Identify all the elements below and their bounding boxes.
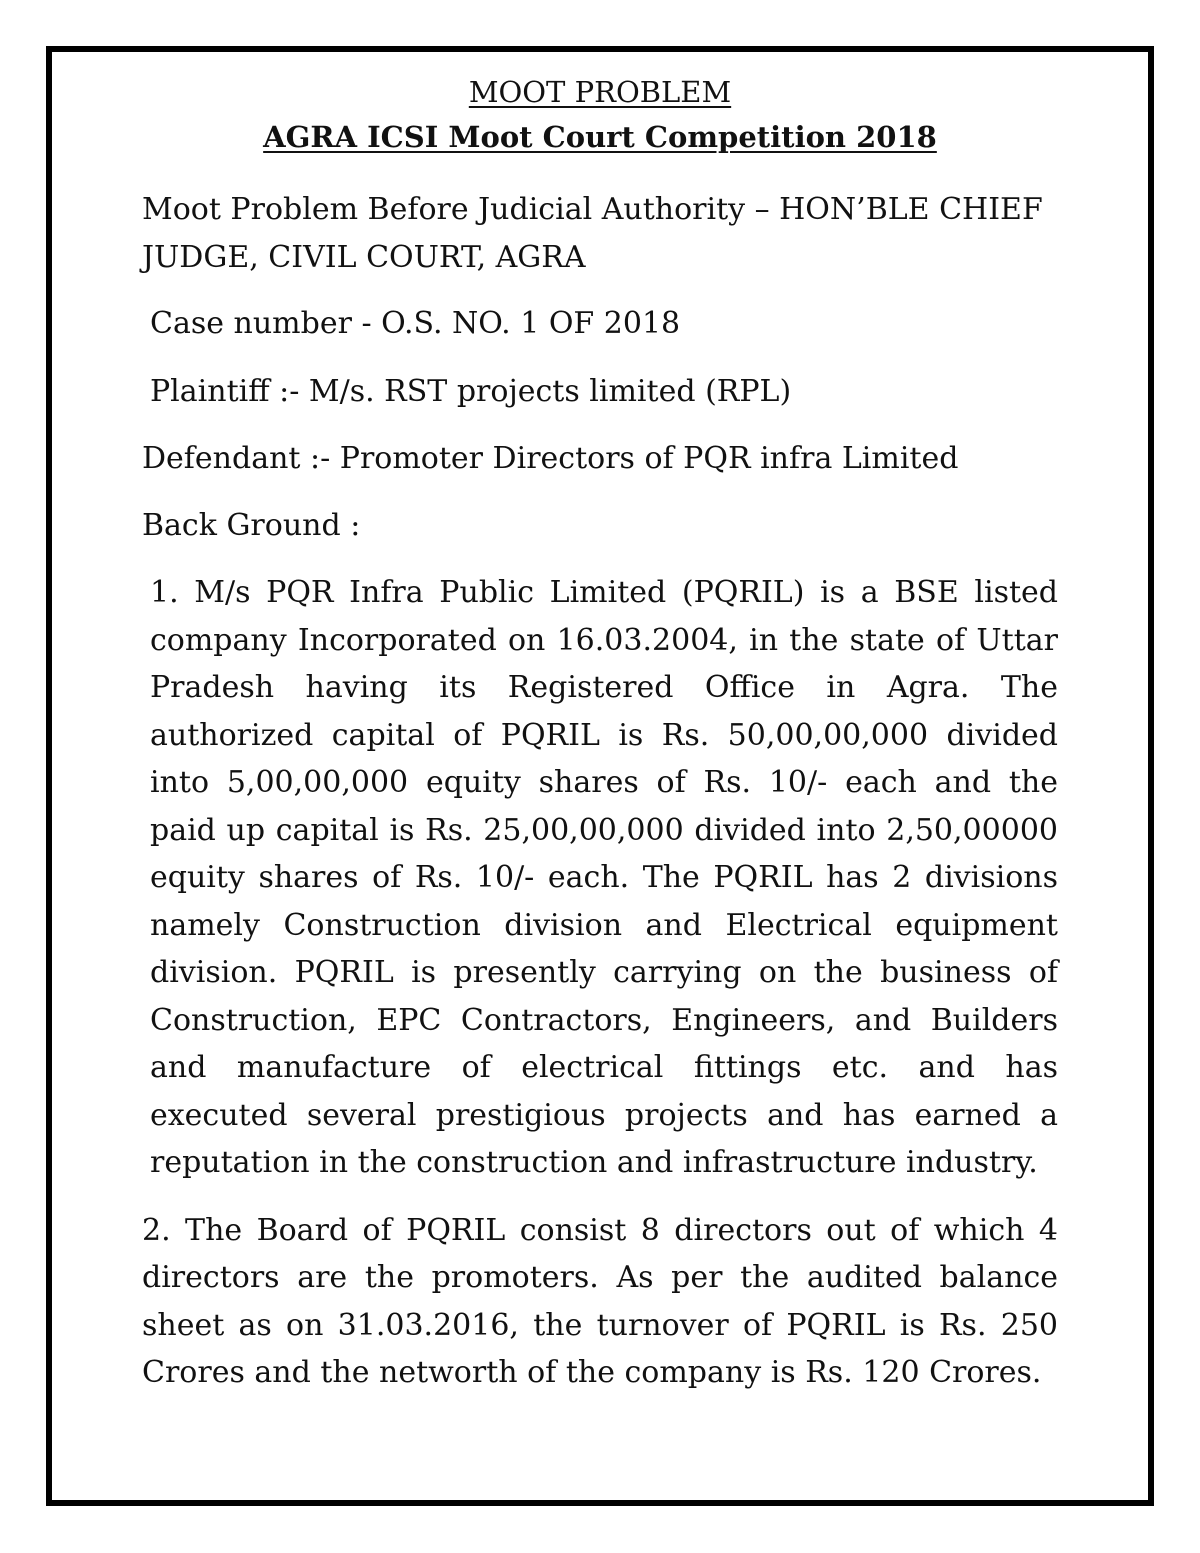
- document-subtitle: AGRA ICSI Moot Court Competition 2018: [263, 120, 937, 154]
- background-heading: Back Ground :: [142, 507, 361, 543]
- authority-line: Moot Problem Before Judicial Authority – HON’BLE CHIEF JUDGE, CIVIL COURT, AGRA: [142, 192, 1043, 275]
- plaintiff: Plaintiff :- M/s. RST projects limited (RPL): [150, 373, 792, 409]
- paragraph-1: 1. M/s PQR Infra Public Limited (PQRIL) is a BSE listed company Incorporated on 16.03.2004, in the state of Uttar Pradesh having its Registered Office in Agra. The authorized capital of PQRIL is Rs. 50,00,00,000 divided into 5,00,00,000 equity shares of Rs. 10/- each and the paid up capital is Rs. 25,00,00,000 divided into 2,50,00000 equity shares of Rs. 10/- each. The PQRIL has 2 divisions namely Construction division and Electrical equipment division. PQRIL is presently carrying on the business of Construction, EPC Contractors, Engineers, and Builders and manufacture of electrical fittings etc. and has executed several prestigious projects and has earned a reputation in the construction and infrastructure industry.: [150, 575, 1058, 1180]
- document-title: MOOT PROBLEM: [468, 75, 732, 109]
- defendant: Defendant :- Promoter Directors of PQR infra Limited: [142, 441, 959, 476]
- paragraph-2: 2. The Board of PQRIL consist 8 directors out of which 4 directors are the promoters. As per the audited balance sheet as on 31.03.2016, the turnover of PQRIL is Rs. 250 Crores and the networth of the company is Rs. 120 Crores.: [142, 1212, 1058, 1390]
- case-number: Case number - O.S. NO. 1 OF 2018: [150, 306, 681, 341]
- document-body: [142, 70, 1058, 1397]
